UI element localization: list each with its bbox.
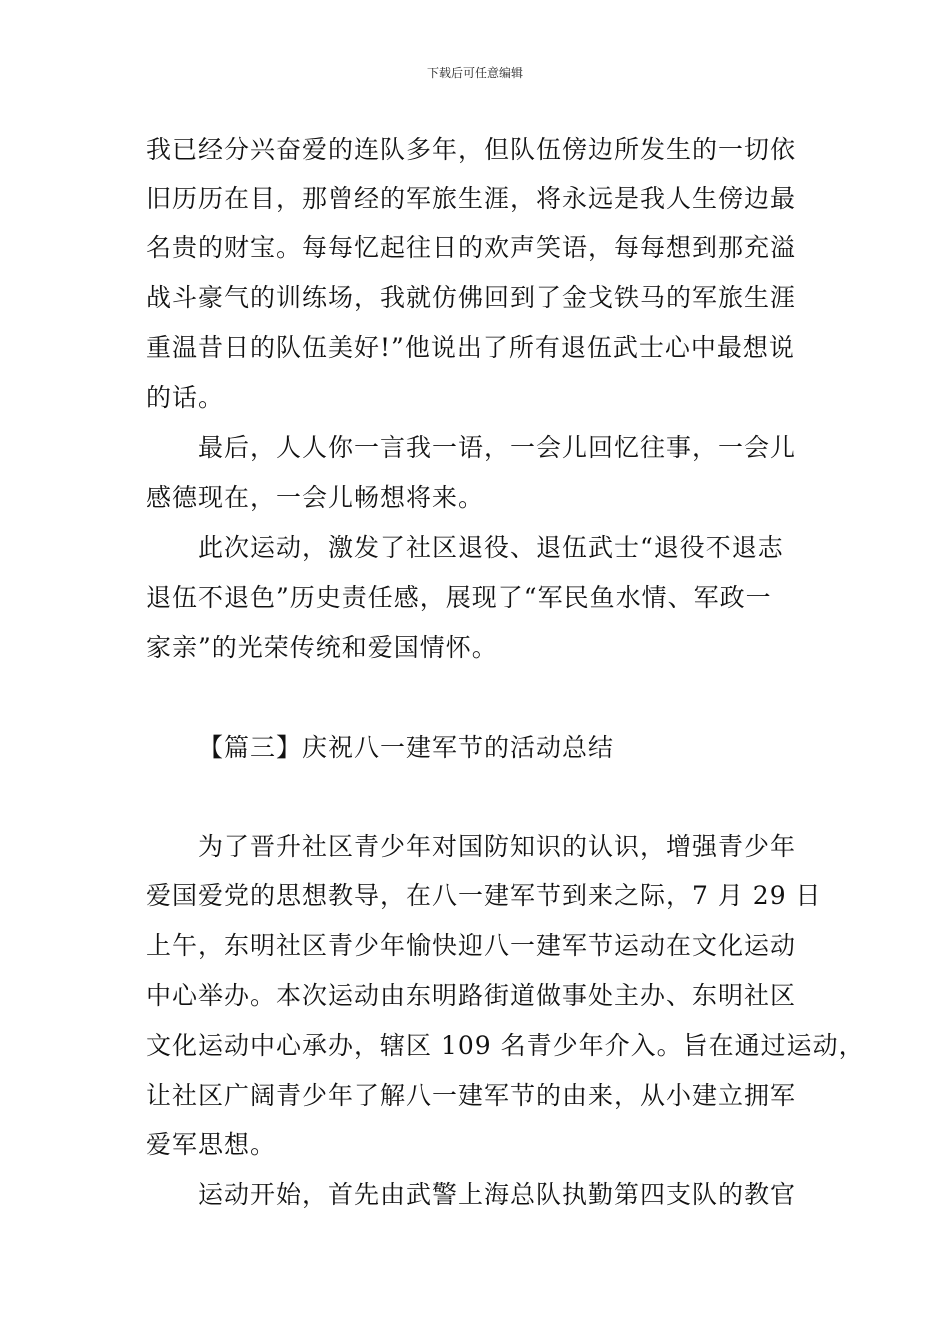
paragraph-line: 我已经分兴奋爱的连队多年，但队伍傍边所发生的一切依 xyxy=(146,135,797,164)
paragraph-line: 让社区广阔青少年了解八一建军节的由来，从小建立拥军 xyxy=(146,1081,797,1110)
paragraph-line: 爱国爱党的思想教导，在八一建军节到来之际，7 月 29 日 xyxy=(146,881,822,910)
paragraph-line: 文化运动中心承办，辖区 109 名青少年介入。旨在通过运动， xyxy=(146,1031,865,1060)
paragraph-line: 名贵的财宝。每每忆起往日的欢声笑语，每每想到那充溢 xyxy=(146,233,797,262)
paragraph-line: 退伍不退色”历史责任感，展现了“军民鱼水情、军政一 xyxy=(146,583,772,612)
section-title: 【篇三】庆祝八一建军节的活动总结 xyxy=(198,733,615,762)
paragraph-line: 的话。 xyxy=(146,383,225,412)
paragraph-line: 上午，东明社区青少年愉快迎八一建军节运动在文化运动 xyxy=(146,931,797,960)
paragraph-line: 此次运动，激发了社区退役、退伍武士“退役不退志 xyxy=(198,533,784,562)
paragraph-line: 旧历历在目，那曾经的军旅生涯，将永远是我人生傍边最 xyxy=(146,184,797,213)
paragraph-line: 感德现在，一会儿畅想将来。 xyxy=(146,483,485,512)
paragraph-line: 中心举办。本次运动由东明路街道做事处主办、东明社区 xyxy=(146,981,797,1010)
paragraph-line: 为了晋升社区青少年对国防知识的认识，增强青少年 xyxy=(198,832,797,861)
page-header: 下载后可任意编辑 xyxy=(426,66,523,80)
paragraph-line: 家亲”的光荣传统和爱国情怀。 xyxy=(146,633,498,662)
paragraph-line: 运动开始，首先由武警上海总队执勤第四支队的教官 xyxy=(198,1180,797,1209)
paragraph-line: 战斗豪气的训练场，我就仿佛回到了金戈铁马的军旅生涯 xyxy=(146,283,797,312)
paragraph-line: 爱军思想。 xyxy=(146,1130,277,1159)
paragraph-line: 最后，人人你一言我一语，一会儿回忆往事，一会儿 xyxy=(198,433,797,462)
paragraph-line: 重温昔日的队伍美好!”他说出了所有退伍武士心中最想说 xyxy=(146,333,795,362)
